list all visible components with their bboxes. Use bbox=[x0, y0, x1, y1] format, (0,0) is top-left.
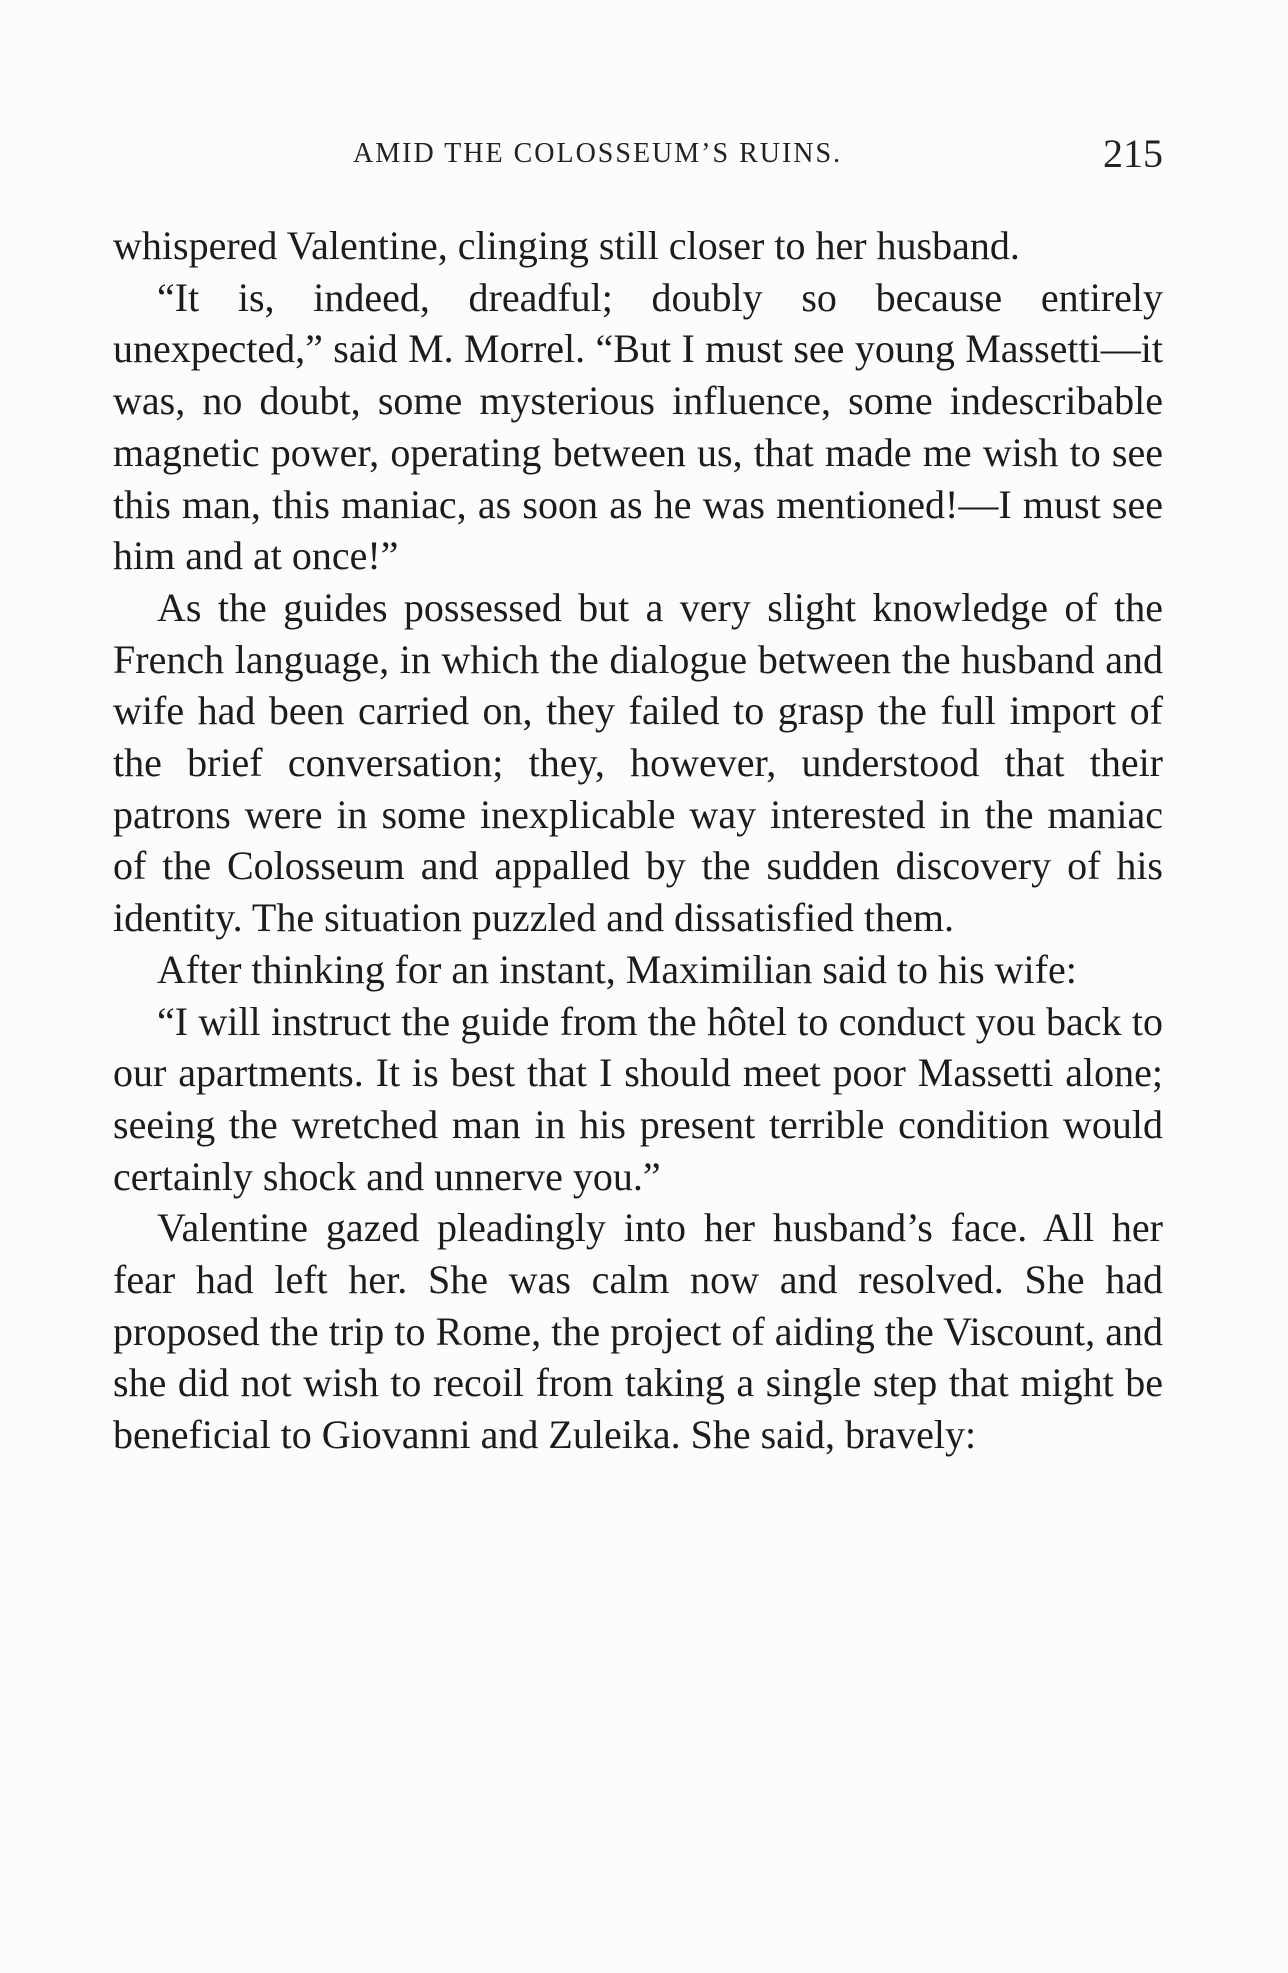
page-header bbox=[113, 126, 1163, 186]
paragraph: After thinking for an instant, Maximilian said to his wife: bbox=[157, 946, 1077, 992]
paragraph: “I will instruct the guide from the hôtel to conduct you back to our apartments. It is best that I should meet poor Massetti alone; seeing the wretched man in his present terrible condition would certainly shock and unnerve you.” bbox=[113, 998, 1163, 1199]
body-text bbox=[113, 220, 1163, 1461]
running-head: AMID THE COLOSSEUM’S RUINS. bbox=[353, 138, 843, 169]
page-number: 215 bbox=[1103, 131, 1163, 176]
paragraph: “It is, indeed, dreadful; doubly so because entirely unexpected,” said M. Morrel. “But I must see young Massetti—it was, no doubt, some mysterious influence, some indescribable magnetic power, operating between us, that made me wish to see this man, this maniac, as soon as he was mentioned!—I must see him and at once!” bbox=[113, 274, 1163, 579]
paragraph: whispered Valentine, clinging still closer to her husband. bbox=[113, 223, 1020, 268]
paragraph: Valentine gazed pleadingly into her husband’s face. All her fear had left her. She was calm now and resolved. She had proposed the trip to Rome, the project of aiding the Viscount, and she did not wish to recoil from taking a single step that might be beneficial to Giovanni and Zuleika. She said, bravely: bbox=[113, 1205, 1163, 1458]
paragraph: As the guides possessed but a very slight knowledge of the French language, in which the dialogue between the husband and wife had been carried on, they failed to grasp the full import of the brief conversation; they, however, understood that their patrons were in some inexplicable way interested in the maniac of the Colosseum and appalled by the sudden discovery of his identity. The situation puzzled and dissatisfied them. bbox=[113, 584, 1163, 941]
